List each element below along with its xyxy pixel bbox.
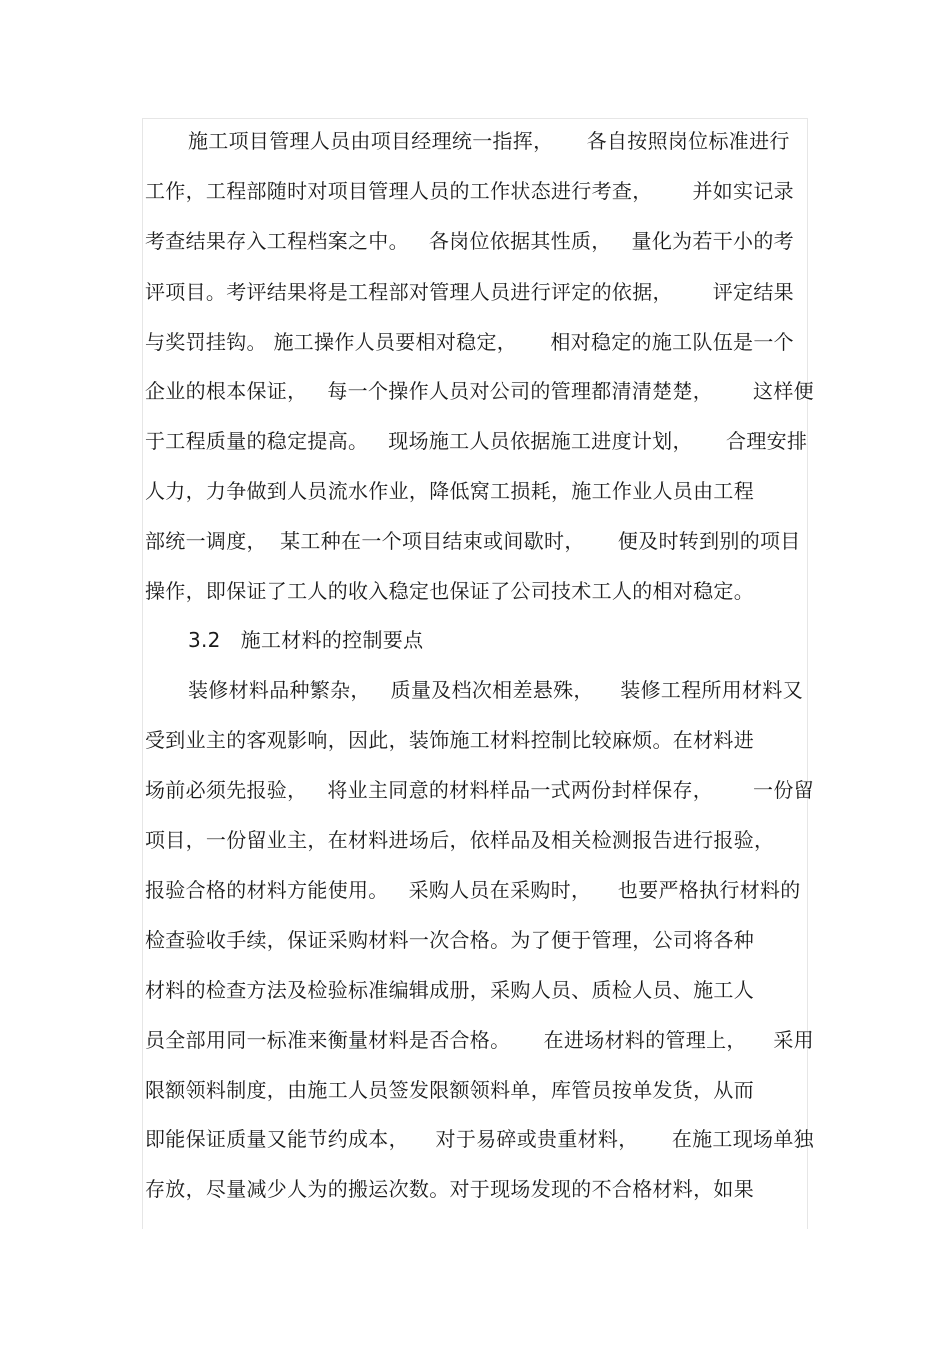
text-line: 项目，一份留业主，在材料进场后，依样品及相关检测报告进行报验， <box>145 828 775 852</box>
text-line: 受到业主的客观影响，因此，装饰施工材料控制比较麻烦。在材料进 <box>145 728 754 752</box>
text-line: 工作，工程部随时对项目管理人员的工作状态进行考查， 并如实记录 <box>145 179 794 203</box>
text-line: 检查验收手续，保证采购材料一次合格。为了便于管理，公司将各种 <box>145 928 754 952</box>
text-line: 企业的根本保证， 每一个操作人员对公司的管理都清清楚楚， 这样便 <box>145 379 814 403</box>
text-line: 材料的检查方法及检验标准编辑成册，采购人员、质检人员、施工人 <box>145 978 754 1002</box>
text-line: 报验合格的材料方能使用。 采购人员在采购时， 也要严格执行材料的 <box>145 878 801 902</box>
text-line: 操作，即保证了工人的收入稳定也保证了公司技术工人的相对稳定。 <box>145 579 754 603</box>
text-line: 员全部用同一标准来衡量材料是否合格。 在进场材料的管理上， 采用 <box>145 1028 814 1052</box>
text-line: 存放，尽量减少人为的搬运次数。对于现场发现的不合格材料，如果 <box>145 1177 754 1201</box>
text-line: 施工项目管理人员由项目经理统一指挥， 各自按照岗位标准进行 <box>188 129 790 153</box>
text-line: 场前必须先报验， 将业主同意的材料样品一式两份封样保存， 一份留 <box>145 778 814 802</box>
text-line: 与奖罚挂钩。 施工操作人员要相对稳定， 相对稳定的施工队伍是一个 <box>145 330 794 354</box>
text-line: 于工程质量的稳定提高。 现场施工人员依据施工进度计划， 合理安排 <box>145 429 808 453</box>
text-line: 人力，力争做到人员流水作业，降低窝工损耗，施工作业人员由工程 <box>145 479 754 503</box>
text-line: 装修材料品种繁杂， 质量及档次相差悬殊， 装修工程所用材料又 <box>188 678 804 702</box>
section-heading: 3.2 施工材料的控制要点 <box>188 628 424 652</box>
text-line: 限额领料制度，由施工人员签发限额领料单，库管员按单发货，从而 <box>145 1078 754 1102</box>
text-line: 即能保证质量又能节约成本， 对于易碎或贵重材料， 在施工现场单独 <box>145 1127 814 1151</box>
text-line: 部统一调度， 某工种在一个项目结束或间歇时， 便及时转到别的项目 <box>145 529 801 553</box>
text-line: 考查结果存入工程档案之中。 各岗位依据其性质， 量化为若干小的考 <box>145 229 794 253</box>
text-line: 评项目。考评结果将是工程部对管理人员进行评定的依据， 评定结果 <box>145 280 794 304</box>
